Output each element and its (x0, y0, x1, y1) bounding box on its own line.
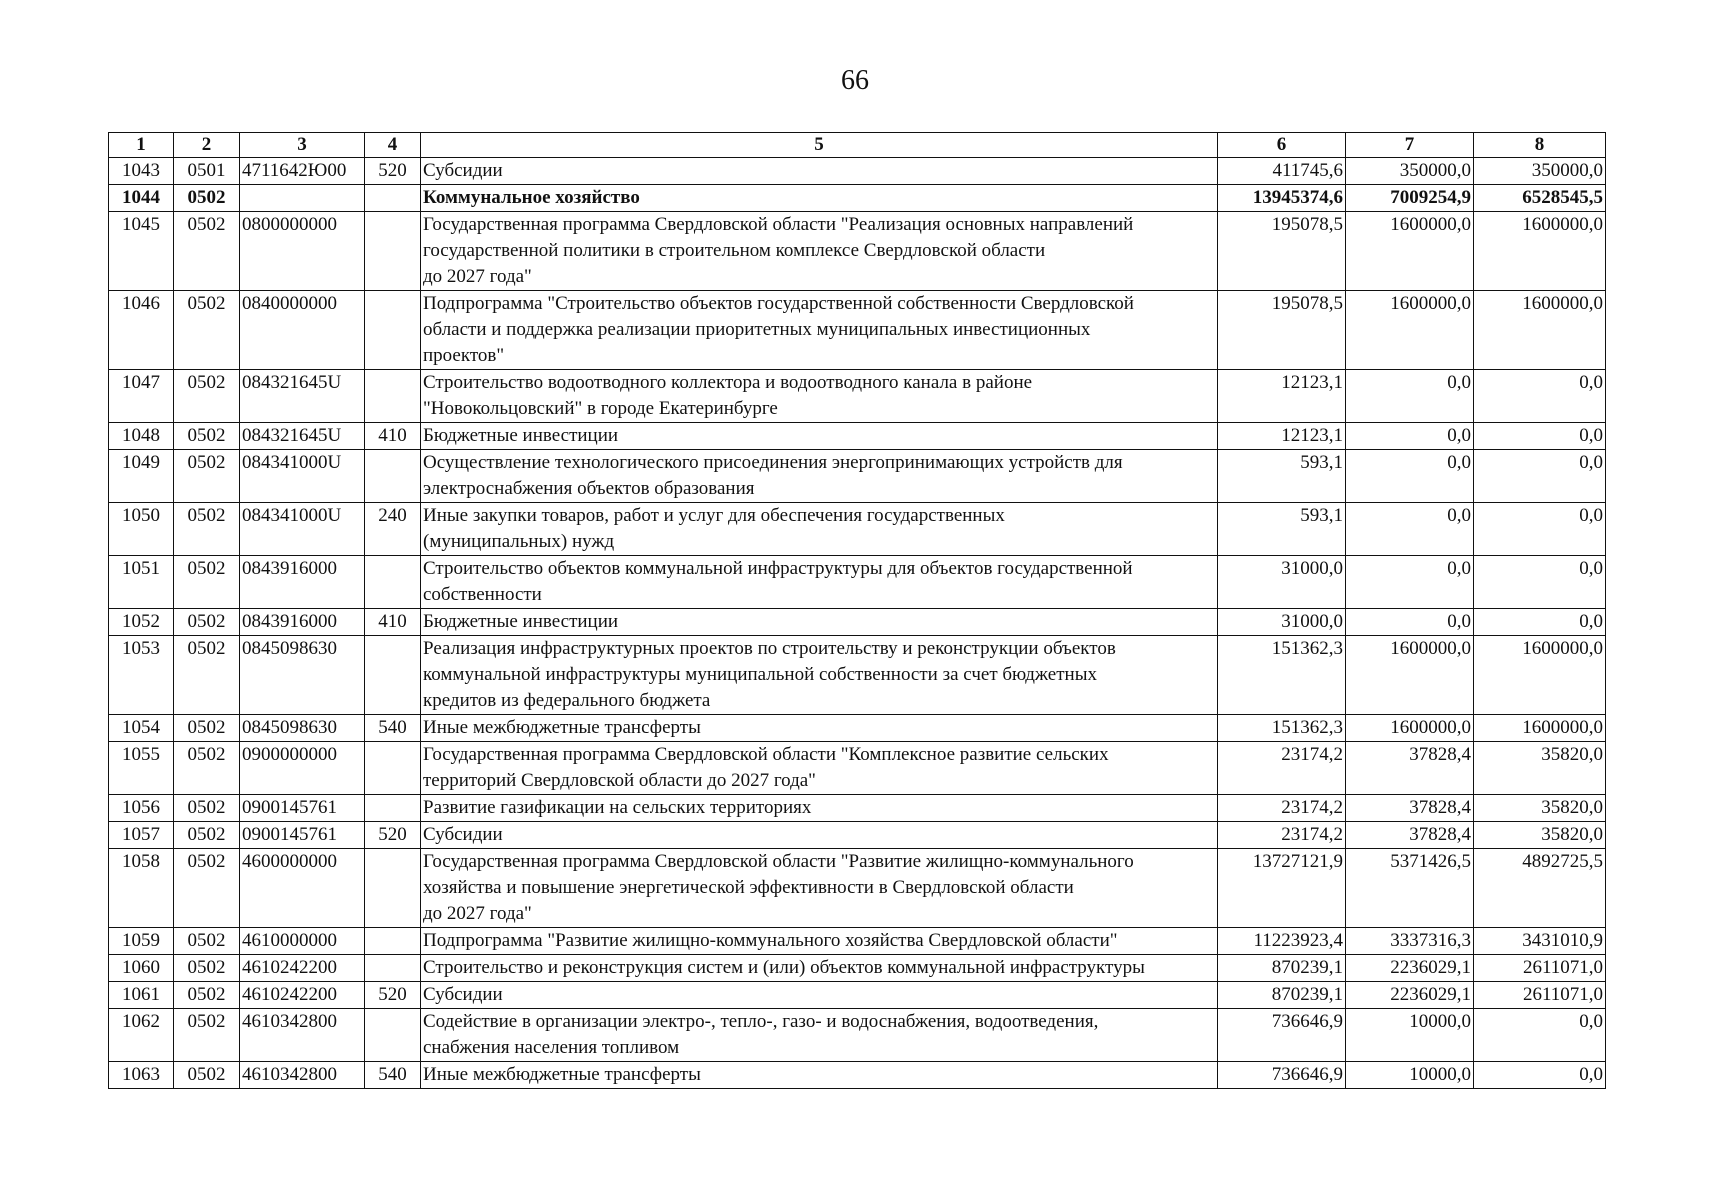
table-row (109, 158, 1606, 185)
amount-col-8: 350000,0 (1474, 158, 1606, 185)
amount-col-6: 195078,5 (1218, 291, 1346, 370)
header-cell: 7 (1346, 133, 1474, 158)
amount-col-7: 37828,4 (1346, 795, 1474, 822)
expense-type-code (365, 556, 421, 609)
amount-col-6: 13945374,6 (1218, 185, 1346, 212)
amount-col-8: 2611071,0 (1474, 955, 1606, 982)
budget-table (108, 132, 1606, 1089)
section-code: 0502 (174, 928, 240, 955)
expense-type-code (365, 212, 421, 291)
amount-col-7: 2236029,1 (1346, 982, 1474, 1009)
table-row (109, 370, 1606, 423)
table-row (109, 982, 1606, 1009)
amount-col-6: 12123,1 (1218, 370, 1346, 423)
amount-col-7: 2236029,1 (1346, 955, 1474, 982)
section-code: 0502 (174, 742, 240, 795)
table-row (109, 928, 1606, 955)
target-code (240, 185, 365, 212)
row-number: 1054 (109, 715, 174, 742)
row-number: 1061 (109, 982, 174, 1009)
row-number: 1047 (109, 370, 174, 423)
table-row (109, 185, 1606, 212)
row-number: 1058 (109, 849, 174, 928)
row-description: Подпрограмма "Строительство объектов государственной собственности Свердловской области и поддержка реализации приоритетных муниципальных инвестиционных проектов" (421, 291, 1218, 370)
target-code: 084341000U (240, 503, 365, 556)
row-description: Бюджетные инвестиции (421, 423, 1218, 450)
section-code: 0502 (174, 1062, 240, 1089)
table-row (109, 955, 1606, 982)
row-number: 1049 (109, 450, 174, 503)
amount-col-8: 0,0 (1474, 503, 1606, 556)
section-code: 0502 (174, 450, 240, 503)
row-description: Развитие газификации на сельских территориях (421, 795, 1218, 822)
target-code: 0840000000 (240, 291, 365, 370)
expense-type-code (365, 928, 421, 955)
expense-type-code: 540 (365, 1062, 421, 1089)
amount-col-8: 0,0 (1474, 423, 1606, 450)
expense-type-code (365, 370, 421, 423)
amount-col-6: 411745,6 (1218, 158, 1346, 185)
amount-col-7: 1600000,0 (1346, 291, 1474, 370)
amount-col-6: 23174,2 (1218, 742, 1346, 795)
row-description: Иные закупки товаров, работ и услуг для обеспечения государственных (муниципальных) нужд (421, 503, 1218, 556)
amount-col-7: 0,0 (1346, 556, 1474, 609)
amount-col-8: 0,0 (1474, 609, 1606, 636)
table-row (109, 423, 1606, 450)
target-code: 084321645U (240, 370, 365, 423)
section-code: 0502 (174, 849, 240, 928)
target-code: 084341000U (240, 450, 365, 503)
table-row (109, 715, 1606, 742)
target-code: 4610242200 (240, 955, 365, 982)
target-code: 4600000000 (240, 849, 365, 928)
row-description: Государственная программа Свердловской области "Реализация основных направлений государственной политики в строительном комплексе Свердловской области до 2027 года" (421, 212, 1218, 291)
amount-col-7: 3337316,3 (1346, 928, 1474, 955)
row-number: 1062 (109, 1009, 174, 1062)
section-code: 0502 (174, 423, 240, 450)
table-row (109, 556, 1606, 609)
section-code: 0502 (174, 982, 240, 1009)
row-number: 1056 (109, 795, 174, 822)
table-row (109, 212, 1606, 291)
expense-type-code: 540 (365, 715, 421, 742)
expense-type-code (365, 849, 421, 928)
table-row (109, 795, 1606, 822)
row-description: Осуществление технологического присоединения энергопринимающих устройств для электроснабжения объектов образования (421, 450, 1218, 503)
amount-col-8: 1600000,0 (1474, 212, 1606, 291)
table-row (109, 742, 1606, 795)
target-code: 0843916000 (240, 609, 365, 636)
amount-col-6: 736646,9 (1218, 1009, 1346, 1062)
row-description: Субсидии (421, 822, 1218, 849)
section-code: 0502 (174, 795, 240, 822)
row-description: Подпрограмма "Развитие жилищно-коммунального хозяйства Свердловской области" (421, 928, 1218, 955)
table-body (109, 158, 1606, 1089)
expense-type-code (365, 742, 421, 795)
row-number: 1063 (109, 1062, 174, 1089)
section-code: 0502 (174, 822, 240, 849)
amount-col-6: 151362,3 (1218, 636, 1346, 715)
amount-col-7: 0,0 (1346, 609, 1474, 636)
amount-col-8: 0,0 (1474, 450, 1606, 503)
row-number: 1055 (109, 742, 174, 795)
section-code: 0502 (174, 212, 240, 291)
page-number: 66 (841, 65, 869, 96)
header-cell: 6 (1218, 133, 1346, 158)
amount-col-7: 5371426,5 (1346, 849, 1474, 928)
row-description: Строительство водоотводного коллектора и водоотводного канала в районе "Новокольцовский" в городе Екатеринбурге (421, 370, 1218, 423)
amount-col-8: 1600000,0 (1474, 715, 1606, 742)
section-code: 0502 (174, 556, 240, 609)
expense-type-code (365, 636, 421, 715)
expense-type-code: 410 (365, 423, 421, 450)
row-number: 1046 (109, 291, 174, 370)
section-code: 0501 (174, 158, 240, 185)
amount-col-6: 12123,1 (1218, 423, 1346, 450)
row-number: 1057 (109, 822, 174, 849)
target-code: 0845098630 (240, 715, 365, 742)
amount-col-8: 35820,0 (1474, 795, 1606, 822)
table-row (109, 291, 1606, 370)
row-description: Государственная программа Свердловской области "Развитие жилищно-коммунального хозяйства и повышение энергетической эффективности в Свердловской области до 2027 года" (421, 849, 1218, 928)
row-number: 1059 (109, 928, 174, 955)
target-code: 0800000000 (240, 212, 365, 291)
row-description: Иные межбюджетные трансферты (421, 715, 1218, 742)
amount-col-6: 11223923,4 (1218, 928, 1346, 955)
amount-col-6: 23174,2 (1218, 795, 1346, 822)
target-code: 0843916000 (240, 556, 365, 609)
amount-col-6: 151362,3 (1218, 715, 1346, 742)
row-number: 1044 (109, 185, 174, 212)
amount-col-6: 736646,9 (1218, 1062, 1346, 1089)
row-number: 1052 (109, 609, 174, 636)
section-code: 0502 (174, 1009, 240, 1062)
target-code: 4711642Ю00 (240, 158, 365, 185)
table-row (109, 450, 1606, 503)
row-number: 1043 (109, 158, 174, 185)
row-description: Государственная программа Свердловской области "Комплексное развитие сельских территорий Свердловской области до 2027 года" (421, 742, 1218, 795)
expense-type-code (365, 795, 421, 822)
expense-type-code (365, 291, 421, 370)
amount-col-8: 1600000,0 (1474, 636, 1606, 715)
section-code: 0502 (174, 715, 240, 742)
header-cell: 3 (240, 133, 365, 158)
amount-col-8: 35820,0 (1474, 742, 1606, 795)
section-code: 0502 (174, 503, 240, 556)
table-row (109, 503, 1606, 556)
table-row (109, 1062, 1606, 1089)
amount-col-8: 35820,0 (1474, 822, 1606, 849)
amount-col-8: 1600000,0 (1474, 291, 1606, 370)
target-code: 4610242200 (240, 982, 365, 1009)
row-number: 1048 (109, 423, 174, 450)
amount-col-7: 350000,0 (1346, 158, 1474, 185)
amount-col-7: 7009254,9 (1346, 185, 1474, 212)
amount-col-6: 23174,2 (1218, 822, 1346, 849)
amount-col-6: 870239,1 (1218, 982, 1346, 1009)
table-row (109, 822, 1606, 849)
amount-col-7: 10000,0 (1346, 1062, 1474, 1089)
target-code: 0845098630 (240, 636, 365, 715)
amount-col-7: 10000,0 (1346, 1009, 1474, 1062)
row-description: Коммунальное хозяйство (421, 185, 1218, 212)
amount-col-7: 0,0 (1346, 450, 1474, 503)
amount-col-8: 2611071,0 (1474, 982, 1606, 1009)
expense-type-code (365, 1009, 421, 1062)
amount-col-6: 31000,0 (1218, 609, 1346, 636)
amount-col-7: 1600000,0 (1346, 212, 1474, 291)
target-code: 4610342800 (240, 1009, 365, 1062)
amount-col-8: 4892725,5 (1474, 849, 1606, 928)
expense-type-code: 240 (365, 503, 421, 556)
amount-col-7: 1600000,0 (1346, 715, 1474, 742)
section-code: 0502 (174, 636, 240, 715)
amount-col-6: 870239,1 (1218, 955, 1346, 982)
expense-type-code (365, 185, 421, 212)
amount-col-6: 31000,0 (1218, 556, 1346, 609)
section-code: 0502 (174, 370, 240, 423)
row-description: Реализация инфраструктурных проектов по строительству и реконструкции объектов коммунальной инфраструктуры муниципальной собственности за счет бюджетных кредитов из федерального бюджета (421, 636, 1218, 715)
target-code: 4610342800 (240, 1062, 365, 1089)
table-row (109, 636, 1606, 715)
expense-type-code: 520 (365, 982, 421, 1009)
target-code: 0900145761 (240, 822, 365, 849)
expense-type-code: 520 (365, 822, 421, 849)
amount-col-7: 37828,4 (1346, 822, 1474, 849)
header-cell: 5 (421, 133, 1218, 158)
expense-type-code (365, 955, 421, 982)
amount-col-8: 0,0 (1474, 556, 1606, 609)
amount-col-6: 13727121,9 (1218, 849, 1346, 928)
amount-col-7: 0,0 (1346, 423, 1474, 450)
amount-col-8: 0,0 (1474, 370, 1606, 423)
row-description: Субсидии (421, 158, 1218, 185)
row-description: Иные межбюджетные трансферты (421, 1062, 1218, 1089)
table-row (109, 609, 1606, 636)
row-description: Содействие в организации электро-, тепло-, газо- и водоснабжения, водоотведения, снабжения населения топливом (421, 1009, 1218, 1062)
row-number: 1060 (109, 955, 174, 982)
amount-col-8: 3431010,9 (1474, 928, 1606, 955)
header-cell: 1 (109, 133, 174, 158)
header-cell: 2 (174, 133, 240, 158)
section-code: 0502 (174, 291, 240, 370)
expense-type-code: 410 (365, 609, 421, 636)
amount-col-6: 593,1 (1218, 450, 1346, 503)
row-number: 1051 (109, 556, 174, 609)
table-header-row (109, 133, 1606, 158)
row-description: Строительство объектов коммунальной инфраструктуры для объектов государственной собственности (421, 556, 1218, 609)
expense-type-code (365, 450, 421, 503)
amount-col-7: 1600000,0 (1346, 636, 1474, 715)
section-code: 0502 (174, 185, 240, 212)
amount-col-7: 0,0 (1346, 503, 1474, 556)
target-code: 4610000000 (240, 928, 365, 955)
section-code: 0502 (174, 955, 240, 982)
table-row (109, 1009, 1606, 1062)
amount-col-8: 0,0 (1474, 1009, 1606, 1062)
target-code: 084321645U (240, 423, 365, 450)
row-number: 1053 (109, 636, 174, 715)
section-code: 0502 (174, 609, 240, 636)
header-cell: 4 (365, 133, 421, 158)
row-description: Бюджетные инвестиции (421, 609, 1218, 636)
amount-col-6: 593,1 (1218, 503, 1346, 556)
amount-col-7: 37828,4 (1346, 742, 1474, 795)
expense-type-code: 520 (365, 158, 421, 185)
target-code: 0900145761 (240, 795, 365, 822)
row-description: Строительство и реконструкция систем и (или) объектов коммунальной инфраструктуры (421, 955, 1218, 982)
row-description: Субсидии (421, 982, 1218, 1009)
amount-col-8: 0,0 (1474, 1062, 1606, 1089)
row-number: 1050 (109, 503, 174, 556)
amount-col-7: 0,0 (1346, 370, 1474, 423)
table-row (109, 849, 1606, 928)
amount-col-8: 6528545,5 (1474, 185, 1606, 212)
target-code: 0900000000 (240, 742, 365, 795)
header-cell: 8 (1474, 133, 1606, 158)
row-number: 1045 (109, 212, 174, 291)
amount-col-6: 195078,5 (1218, 212, 1346, 291)
